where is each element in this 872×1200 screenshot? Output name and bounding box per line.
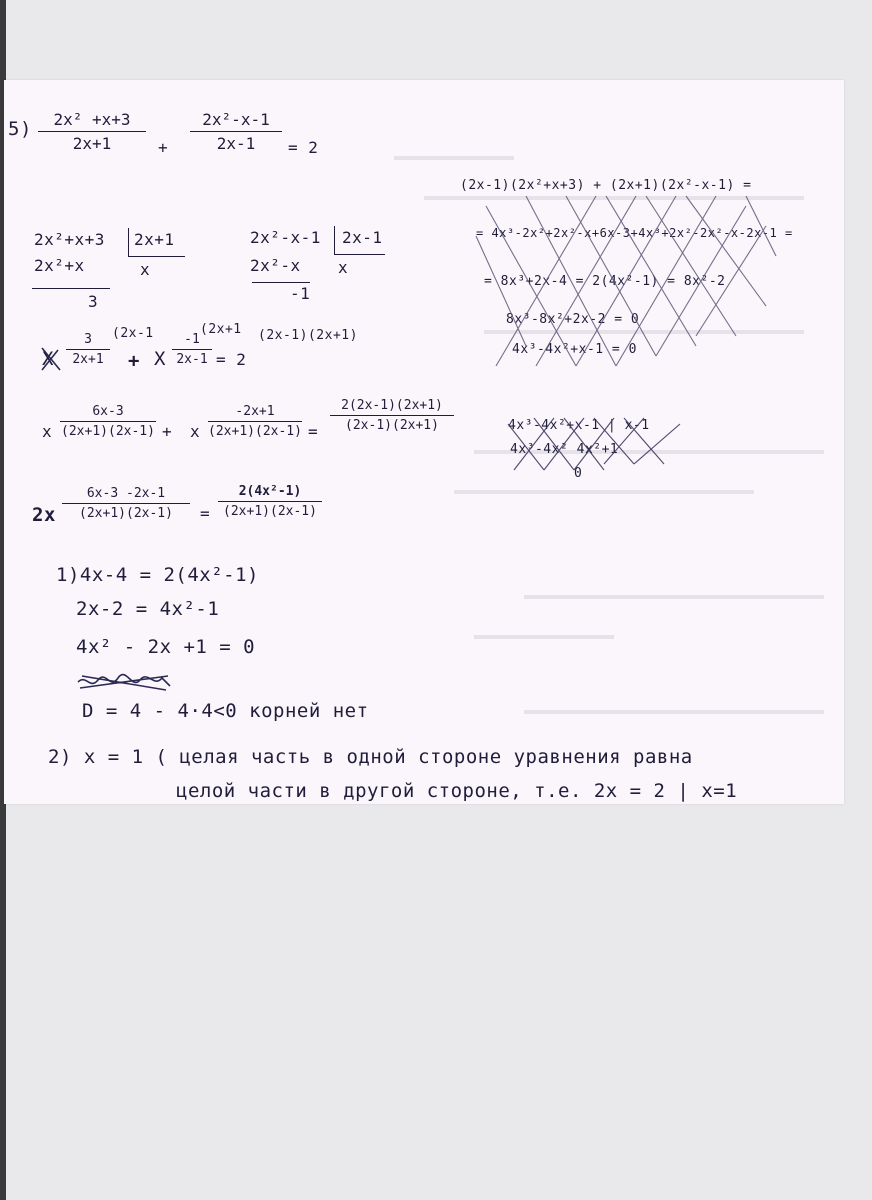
show-through-line — [394, 156, 514, 160]
show-through-line — [474, 635, 614, 639]
fraction-bar — [218, 501, 322, 502]
step2-fraction-b — [208, 404, 302, 439]
fraction-numerator: 2(4x²-1) — [238, 484, 302, 499]
scratch-division-line1: 4x³-4x²+x-1 | x-1 — [508, 418, 650, 433]
case1-line3: 4x² - 2x +1 = 0 — [76, 636, 256, 658]
step1-multiplier-a: (2x-1 — [112, 326, 154, 341]
problem-fraction-1 — [38, 110, 146, 153]
scratch-line3: = 8x³+2x-4 = 2(4x²-1) = 8x²-2 — [484, 274, 726, 289]
fraction-bar — [60, 421, 156, 422]
case1-line1: 1)4x-4 = 2(4x²-1) — [56, 564, 259, 586]
scratch-line5: 4x³-4x²+x-1 = 0 — [512, 342, 637, 357]
step2-equals: = — [308, 422, 319, 441]
division1-dividend: 2x²+x+3 — [34, 230, 105, 249]
fraction-bar — [208, 421, 302, 422]
step2-fraction-c — [330, 398, 454, 433]
fraction-denominator: 2x+1 — [72, 352, 104, 367]
division2-remainder: -1 — [290, 284, 311, 303]
step2-x-a: x — [42, 422, 53, 441]
plus-sign: + — [158, 138, 169, 157]
step3-fraction-b — [218, 484, 322, 519]
scratch-line2: = 4x³-2x²+2x²-x+6x-3+4x³+2x²-2x²-x-2x-1 = — [476, 226, 793, 240]
fraction-numerator: 6x-3 -2x-1 — [86, 486, 166, 501]
fraction-numerator: 2x²-x-1 — [202, 110, 270, 129]
step1-fraction-a — [66, 332, 110, 367]
scratch-division-line2: 4x³-4x² 4x²+1 — [510, 442, 619, 457]
step3-equals: = — [200, 504, 211, 523]
division2-underline — [252, 282, 310, 283]
show-through-line — [524, 710, 824, 714]
cross-hatch-strikeout — [504, 414, 690, 472]
step2-fraction-a — [60, 404, 156, 439]
division1-quotient: x — [140, 260, 151, 279]
step1-multiplier-rhs: (2x-1)(2x+1) — [258, 328, 358, 343]
scribbled-out-line — [76, 672, 174, 694]
show-through-line — [454, 490, 754, 494]
step1-rhs: = 2 — [216, 350, 247, 369]
fraction-bar — [66, 349, 110, 350]
fraction-bar — [190, 131, 282, 132]
scratch-line4: 8x³-8x²+2x-2 = 0 — [506, 312, 640, 327]
fraction-denominator: (2x-1)(2x+1) — [345, 418, 439, 433]
case1-line2: 2x-2 = 4x²-1 — [76, 598, 220, 620]
fraction-bar — [62, 503, 190, 504]
fraction-denominator: 2x-1 — [176, 352, 208, 367]
fraction-bar — [172, 349, 212, 350]
step3-lead: 2x — [32, 504, 56, 526]
fraction-denominator: (2x+1)(2x-1) — [208, 424, 302, 439]
step1-plus: + — [128, 350, 140, 372]
fraction-numerator: 2x² +x+3 — [53, 110, 131, 129]
division2-divisor: 2x-1 — [342, 228, 383, 247]
division2-dividend: 2x²-x-1 — [250, 228, 321, 247]
division2-subtract: 2x²-x — [250, 256, 301, 275]
step2-plus: + — [162, 422, 173, 441]
cross-out-mark — [40, 346, 62, 372]
division1-subtract: 2x²+x — [34, 256, 85, 275]
case2-line1: 2) x = 1 ( целая часть в одной стороне уравнения равна — [48, 746, 693, 768]
fraction-bar — [330, 415, 454, 416]
division1-remainder: 3 — [88, 292, 99, 311]
fraction-denominator: (2x+1)(2x-1) — [79, 506, 173, 521]
step3-fraction-a — [62, 486, 190, 521]
division1-underline — [32, 288, 110, 289]
case1-line4: D = 4 - 4·4<0 корней нет — [82, 700, 369, 722]
case2-line2: целой части в другой стороне, т.е. 2x = 2 | x=1 — [176, 780, 738, 802]
step1-x-a: X — [42, 348, 54, 370]
fraction-denominator: 2x+1 — [72, 134, 112, 153]
fraction-denominator: (2x+1)(2x-1) — [223, 504, 317, 519]
fraction-numerator: 6x-3 — [92, 404, 124, 419]
step1-x-b: X — [154, 348, 166, 370]
problem-fraction-2 — [190, 110, 282, 153]
fraction-bar — [38, 131, 146, 132]
division1-divisor: 2x+1 — [134, 230, 175, 249]
fraction-denominator: 2x-1 — [216, 134, 256, 153]
equals-rhs: = 2 — [288, 138, 319, 157]
step1-multiplier-b: (2x+1 — [200, 322, 242, 337]
division2-quotient: x — [338, 258, 349, 277]
handwritten-sheet — [4, 80, 844, 804]
scratch-division-remainder: 0 — [574, 466, 583, 481]
fraction-numerator: -2x+1 — [235, 404, 275, 419]
cross-hatch-strikeout — [466, 176, 786, 368]
fraction-denominator: (2x+1)(2x-1) — [61, 424, 155, 439]
scratch-line1: (2x-1)(2x²+x+3) + (2x+1)(2x²-x-1) = — [460, 178, 752, 193]
fraction-numerator: 2(2x-1)(2x+1) — [341, 398, 443, 413]
fraction-numerator: -1 — [184, 332, 200, 347]
show-through-line — [524, 595, 824, 599]
fraction-numerator: 3 — [84, 332, 92, 347]
problem-number: 5) — [8, 118, 32, 140]
step1-fraction-b — [172, 332, 212, 367]
step2-x-b: x — [190, 422, 201, 441]
